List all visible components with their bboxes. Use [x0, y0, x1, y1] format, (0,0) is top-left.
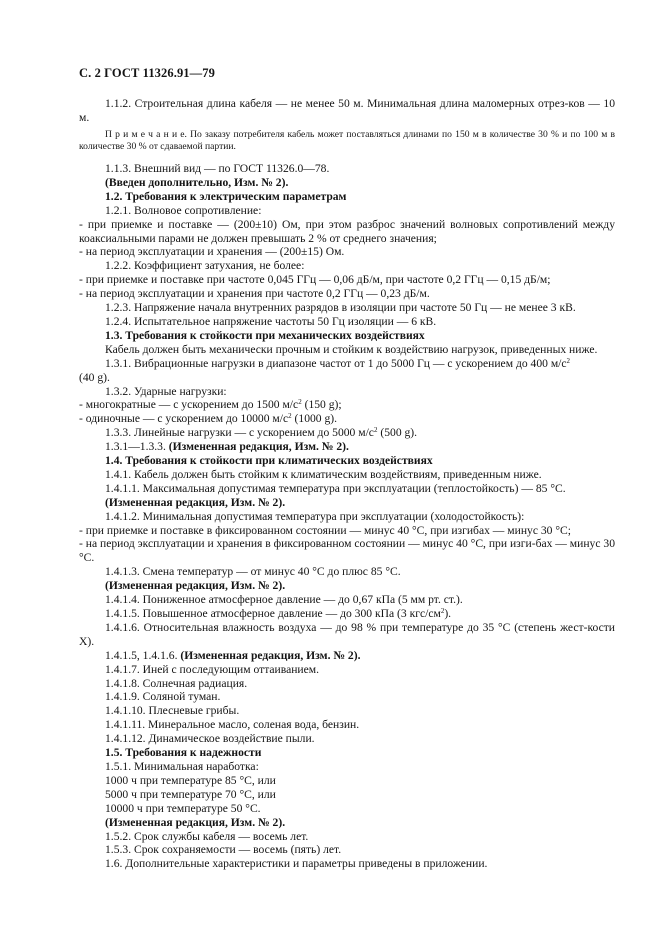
list-item: 5000 ч при температуре 70 °С, или	[105, 787, 276, 801]
amendment-note	[79, 440, 615, 454]
paragraph-1-2-2: 1.2.2. Коэффициент затухания, не более:	[105, 259, 305, 273]
document-body	[79, 97, 615, 871]
paragraph-1-2-1: 1.2.1. Волновое сопротивление:	[105, 203, 262, 217]
section-heading-1-4: 1.4. Требования к стойкости при климатических воздействиях	[105, 454, 433, 468]
list-item-text: - одиночные — с ускорением до 10000 м/с	[79, 412, 289, 426]
paragraph-1-5-2: 1.5.2. Срок службы кабеля — восемь лет.	[105, 829, 309, 843]
superscript: 2	[288, 412, 292, 421]
paragraph-1-1-3: 1.1.3. Внешний вид — по ГОСТ 11326.0—78.	[105, 162, 330, 175]
list-item: - при приемке и поставке при частоте 0,045 ГГц — 0,06 дБ/м, при частоте 0,2 ГГц — 0,15 дБ/м;	[79, 273, 551, 287]
paragraph-1-5-1: 1.5.1. Минимальная наработка:	[105, 759, 259, 773]
paragraph-text: 1.4.1.5. Повышенное атмосферное давление — до 300 кПа (3 кгс/см	[105, 607, 441, 620]
list-item: - при приемке и поставке в фиксированном состоянии — минус 40 °С, при изгибах — минус 30 °С;	[79, 523, 571, 537]
paragraph-1-4-1-5	[79, 607, 615, 621]
list-item: 1000 ч при температуре 85 °С, или	[105, 773, 276, 787]
note: П р и м е ч а н и е. По заказу потребителя кабель может поставляться длинами по 150 м в количестве 30 % и по 100 м в количестве 30 % от сдаваемой партии.	[79, 128, 615, 153]
list-item: 10000 ч при температуре 50 °С.	[105, 801, 261, 815]
superscript: 2	[298, 398, 302, 407]
paragraph-1-4-1-2: 1.4.1.2. Минимальная допустимая температура при эксплуатации (холодостойкость):	[105, 509, 525, 523]
superscript: 2	[566, 356, 571, 365]
section-heading-1-2: 1.2. Требования к электрическим параметрам	[105, 189, 347, 203]
paragraph-1-4-1-6: 1.4.1.6. Относительная влажность воздуха — до 98 % при температуре до 35 °С (степень жест-кости Х).	[79, 620, 615, 648]
list-item	[79, 398, 615, 412]
paragraph-1-4-1-10: 1.4.1.10. Плесневые грибы.	[105, 704, 240, 718]
amendment-ref: 1.3.1—1.3.3.	[105, 440, 166, 454]
paragraph-continuation: (40 g).	[79, 370, 110, 384]
amendment-note: (Измененная редакция, Изм. № 2).	[105, 815, 286, 829]
list-item-text: (1000 g).	[294, 412, 338, 426]
amendment-text: (Измененная редакция, Изм. № 2).	[180, 648, 361, 662]
paragraph-1-3-intro: Кабель должен быть механически прочным и стойким к воздействию нагрузок, приведенных ниже.	[105, 342, 598, 356]
section-heading-1-3: 1.3. Требования к стойкости при механических воздействиях	[105, 328, 425, 342]
page-header: С. 2 ГОСТ 11326.91—79	[79, 66, 215, 80]
list-item-text: (150 g);	[304, 398, 342, 412]
list-item: - при приемке и поставке — (200±10) Ом, при этом разброс значений волновых сопротивлений между коаксиальными парами не должен превышать 2 % от среднего значения;	[79, 217, 615, 245]
list-item: - на период эксплуатации и хранения при частоте 0,2 ГГц — 0,23 дБ/м.	[79, 287, 430, 301]
paragraph-1-4-1: 1.4.1. Кабель должен быть стойким к климатическим воздействиям, приведенным ниже.	[105, 467, 542, 481]
list-item: - на период эксплуатации и хранения — (200±15) Ом.	[79, 245, 345, 259]
paragraph-1-3-3	[79, 426, 615, 440]
paragraph-1-6: 1.6. Дополнительные характеристики и параметры приведены в приложении.	[105, 857, 488, 871]
paragraph-1-4-1-1: 1.4.1.1. Максимальная допустимая температура при эксплуатации (теплостойкость) — 85 °С.	[105, 481, 566, 495]
section-heading-1-5: 1.5. Требования к надежности	[105, 746, 262, 760]
paragraph-1-4-1-12: 1.4.1.12. Динамическое воздействие пыли.	[105, 732, 315, 746]
amendment-note	[79, 649, 615, 663]
paragraph-1-4-1-9: 1.4.1.9. Соляной туман.	[105, 690, 221, 704]
paragraph-1-4-1-7: 1.4.1.7. Иней с последующим оттаиванием.	[105, 662, 320, 676]
amendment-note: (Введен дополнительно, Изм. № 2).	[105, 175, 289, 189]
superscript: 2	[440, 607, 445, 615]
paragraph-1-3-1	[79, 357, 615, 371]
superscript: 2	[373, 426, 378, 435]
paragraph-text: 1.3.3. Линейные нагрузки — с ускорением до 5000 м/с	[105, 426, 374, 440]
paragraph-1-2-4: 1.2.4. Испытательное напряжение частоты 50 Гц изоляции — 6 кВ.	[105, 314, 437, 328]
amendment-note: (Измененная редакция, Изм. № 2).	[105, 495, 286, 509]
paragraph-1-4-1-11: 1.4.1.11. Минеральное масло, соленая вода, бензин.	[105, 718, 360, 732]
paragraph-1-1-2: 1.1.2. Строительная длина кабеля — не менее 50 м. Минимальная длина маломерных отрез-ков — 10 м.	[79, 97, 615, 124]
list-item: - на период эксплуатации и хранения в фиксированном состоянии — минус 40 °С, при изги-бах — минус 30 °С.	[79, 537, 615, 565]
amendment-text: (Измененная редакция, Изм. № 2).	[168, 440, 349, 454]
paragraph-1-4-1-3: 1.4.1.3. Смена температур — от минус 40 °С до плюс 85 °С.	[105, 565, 401, 579]
paragraph-1-5-3: 1.5.3. Срок сохраняемости — восемь (пять) лет.	[105, 843, 342, 857]
amendment-ref: 1.4.1.5, 1.4.1.6.	[105, 648, 178, 662]
paragraph-text: 1.3.1. Вибрационные нагрузки в диапазоне частот от 1 до 5000 Гц — с ускорением до 400 м/с	[105, 356, 567, 370]
paragraph-1-3-2: 1.3.2. Ударные нагрузки:	[105, 384, 227, 398]
list-item-text: - многократные — с ускорением до 1500 м/с	[79, 398, 299, 412]
amendment-note: (Измененная редакция, Изм. № 2).	[105, 579, 286, 593]
list-item	[79, 412, 615, 426]
paragraph-text: ).	[444, 607, 452, 620]
paragraph-1-4-1-4: 1.4.1.4. Пониженное атмосферное давление — до 0,67 кПа (5 мм рт. ст.).	[105, 593, 463, 607]
paragraph-1-2-3: 1.2.3. Напряжение начала внутренних разрядов в изоляции при частоте 50 Гц — не менее 3 кВ.	[105, 301, 576, 315]
paragraph-1-4-1-8: 1.4.1.8. Солнечная радиация.	[105, 676, 248, 690]
paragraph-text: (500 g).	[380, 426, 418, 440]
